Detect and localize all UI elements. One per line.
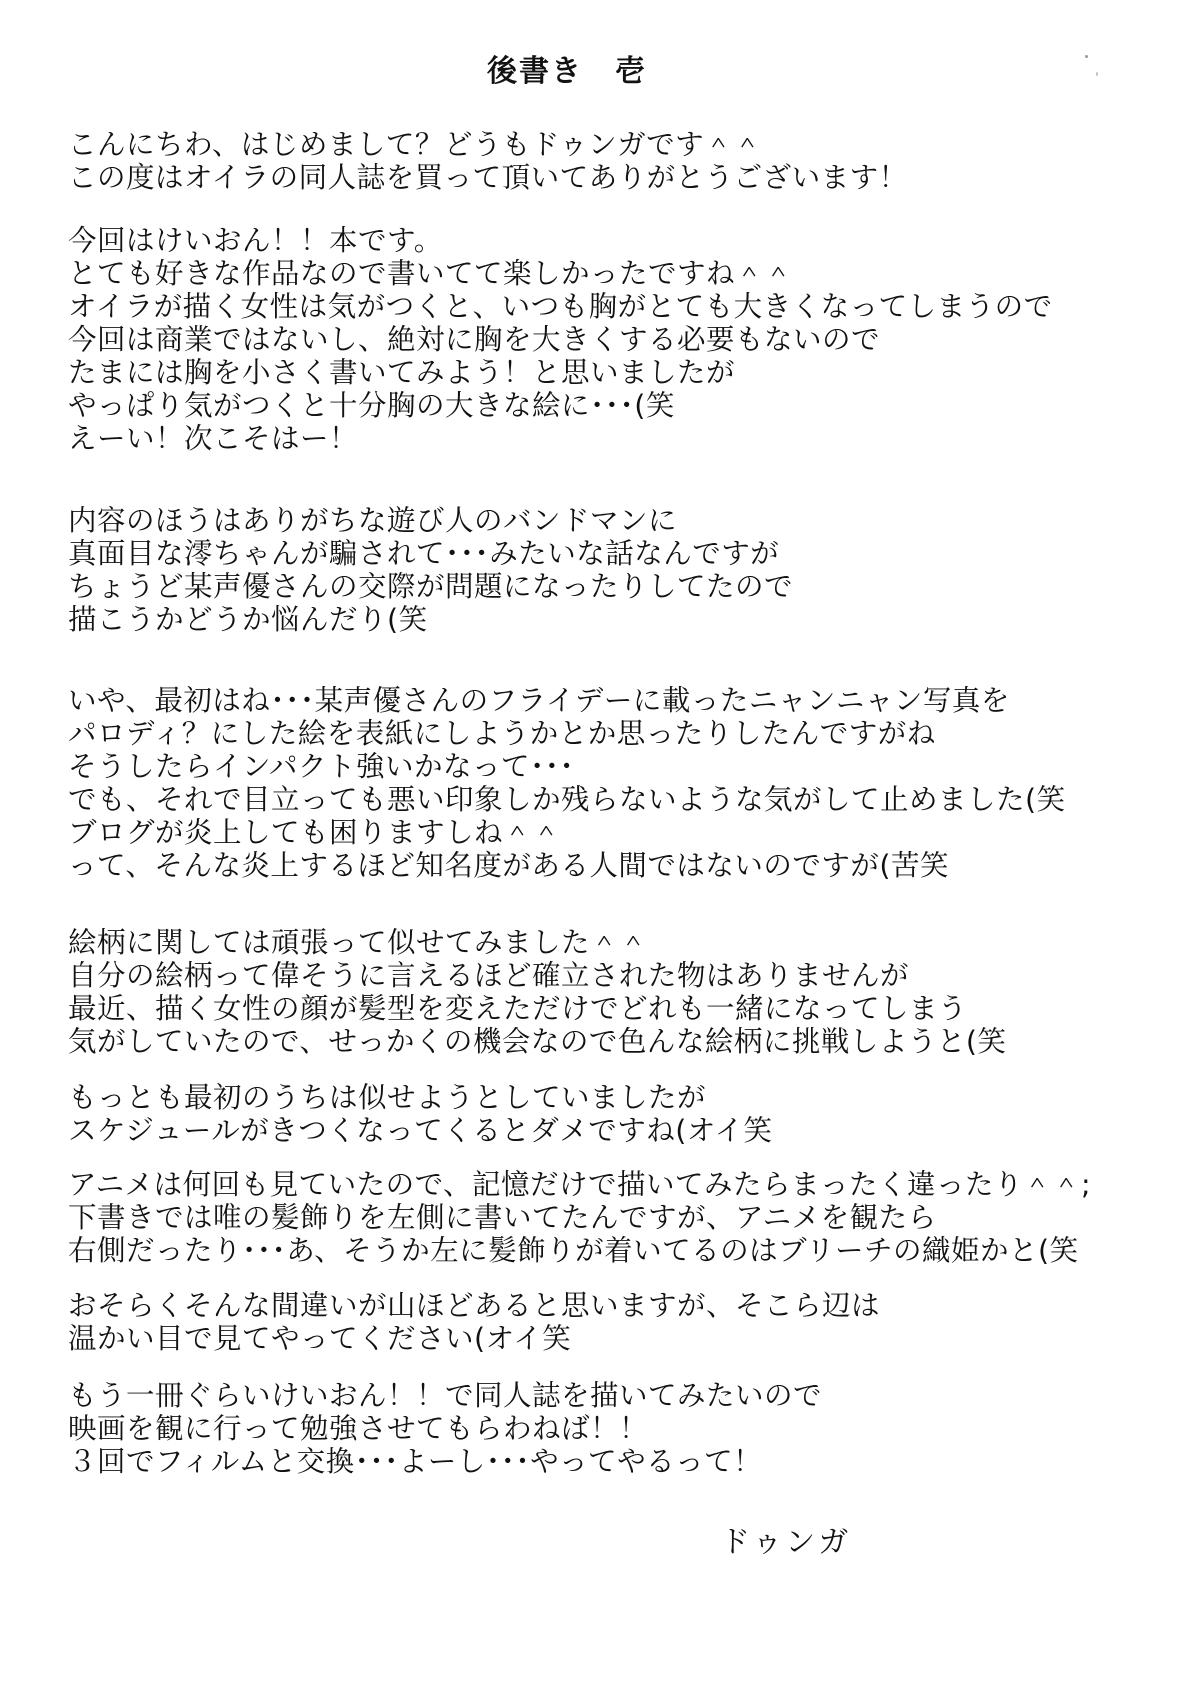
paragraph-mistakes [68,1289,1200,1355]
text-line: 今回はけいおん！！本です。 [68,224,443,257]
text-line: パロディ？にした絵を表紙にしようかとか思ったりしたんですがね [68,717,936,750]
text-line: もっとも最初のうちは似せようとしていましたが [68,1081,707,1114]
text-line: たまには胸を小さく書いてみよう！と思いましたが [68,356,736,389]
paragraph-art-style [68,926,1200,1058]
paragraph-next-book [68,1379,1200,1478]
text-line: 自分の絵柄って偉そうに言えるほど確立された物はありませんが [68,959,910,992]
text-line: ブログが炎上しても困りますしね＾＾ [68,816,562,849]
text-line: とても好きな作品なので書いてて楽しかったですね＾＾ [68,257,794,290]
text-line: 最近、描く女性の顔が髪型を変えただけでどれも一緒になってしまう [68,992,968,1025]
text-line: 内容のほうはありがちな遊び人のバンドマンに [68,504,678,537]
text-line: こんにちわ、はじめまして？どうもドゥンガです＾＾ [68,128,763,161]
afterword-body [68,128,1200,1559]
text-line: 今回は商業ではないし、絶対に胸を大きくする必要もないので [68,323,881,356]
scan-artifact-dot [1096,72,1098,76]
text-line: 映画を観に行って勉強させてもらわねば！！ [68,1412,649,1445]
paragraph-story [68,504,1200,636]
text-line: スケジュールがきつくなってくるとダメですね(オイ笑 [68,1114,773,1147]
text-line: 下書きでは唯の髪飾りを左側に書いてたんですが、アニメを観たら [68,1201,937,1234]
paragraph-anime-memory [68,1168,1200,1267]
text-line: もう一冊ぐらいけいおん！！で同人誌を描いてみたいので [68,1379,823,1412]
text-line: 気がしていたので、せっかくの機会なので色んな絵柄に挑戦しようと(笑 [68,1025,1007,1058]
paragraph-schedule [68,1081,1200,1147]
text-line: この度はオイラの同人誌を買って頂いてありがとうございます！ [68,161,908,194]
text-line: 右側だったり･･･あ、そうか左に髪飾りが着いてるのはブリーチの織姫かと(笑 [68,1234,1079,1267]
text-line: 真面目な澪ちゃんが騙されて･･･みたいな話なんですが [68,537,780,570]
text-line: 絵柄に関しては頑張って似せてみました＾＾ [68,926,649,959]
text-line: 温かい目で見てやってください(オイ笑 [68,1322,572,1355]
text-line: でも、それで目立っても悪い印象しか残らないような気がして止めました(笑 [68,783,1066,816]
paragraph-about-book [68,224,1200,455]
text-line: そうしたらインパクト強いかなって･･･ [68,750,575,783]
paragraph-cover-idea [68,684,1200,882]
text-line: アニメは何回も見ていたので、記憶だけで描いてみたらまったく違ったり＾＾; [68,1168,1092,1201]
scan-artifact-dot [1085,55,1088,58]
text-line: ３回でフィルムと交換･･･よーし･･･やってやるって！ [68,1445,763,1478]
text-line: 描こうかどうか悩んだり(笑 [68,603,428,636]
text-line: やっぱり気がつくと十分胸の大きな絵に･･･(笑 [68,389,675,422]
text-line: えーい！次こそはー！ [68,422,359,455]
paragraph-greeting [68,128,1200,194]
text-line: って、そんな炎上するほど知名度がある人間ではないのですが(苦笑 [68,849,950,882]
text-line: いや、最初はね･･･某声優さんのフライデーに載ったニャンニャン写真を [68,684,1010,717]
author-signature: ドゥンガ [720,1525,852,1560]
text-line: おそらくそんな間違いが山ほどあると思いますが、そこら辺は [68,1289,881,1322]
page-title: 後書き 壱 [487,54,647,89]
text-line: ちょうど某声優さんの交際が問題になったりしてたので [68,570,794,603]
text-line: オイラが描く女性は気がつくと、いつも胸がとても大きくなってしまうので [68,290,1053,323]
